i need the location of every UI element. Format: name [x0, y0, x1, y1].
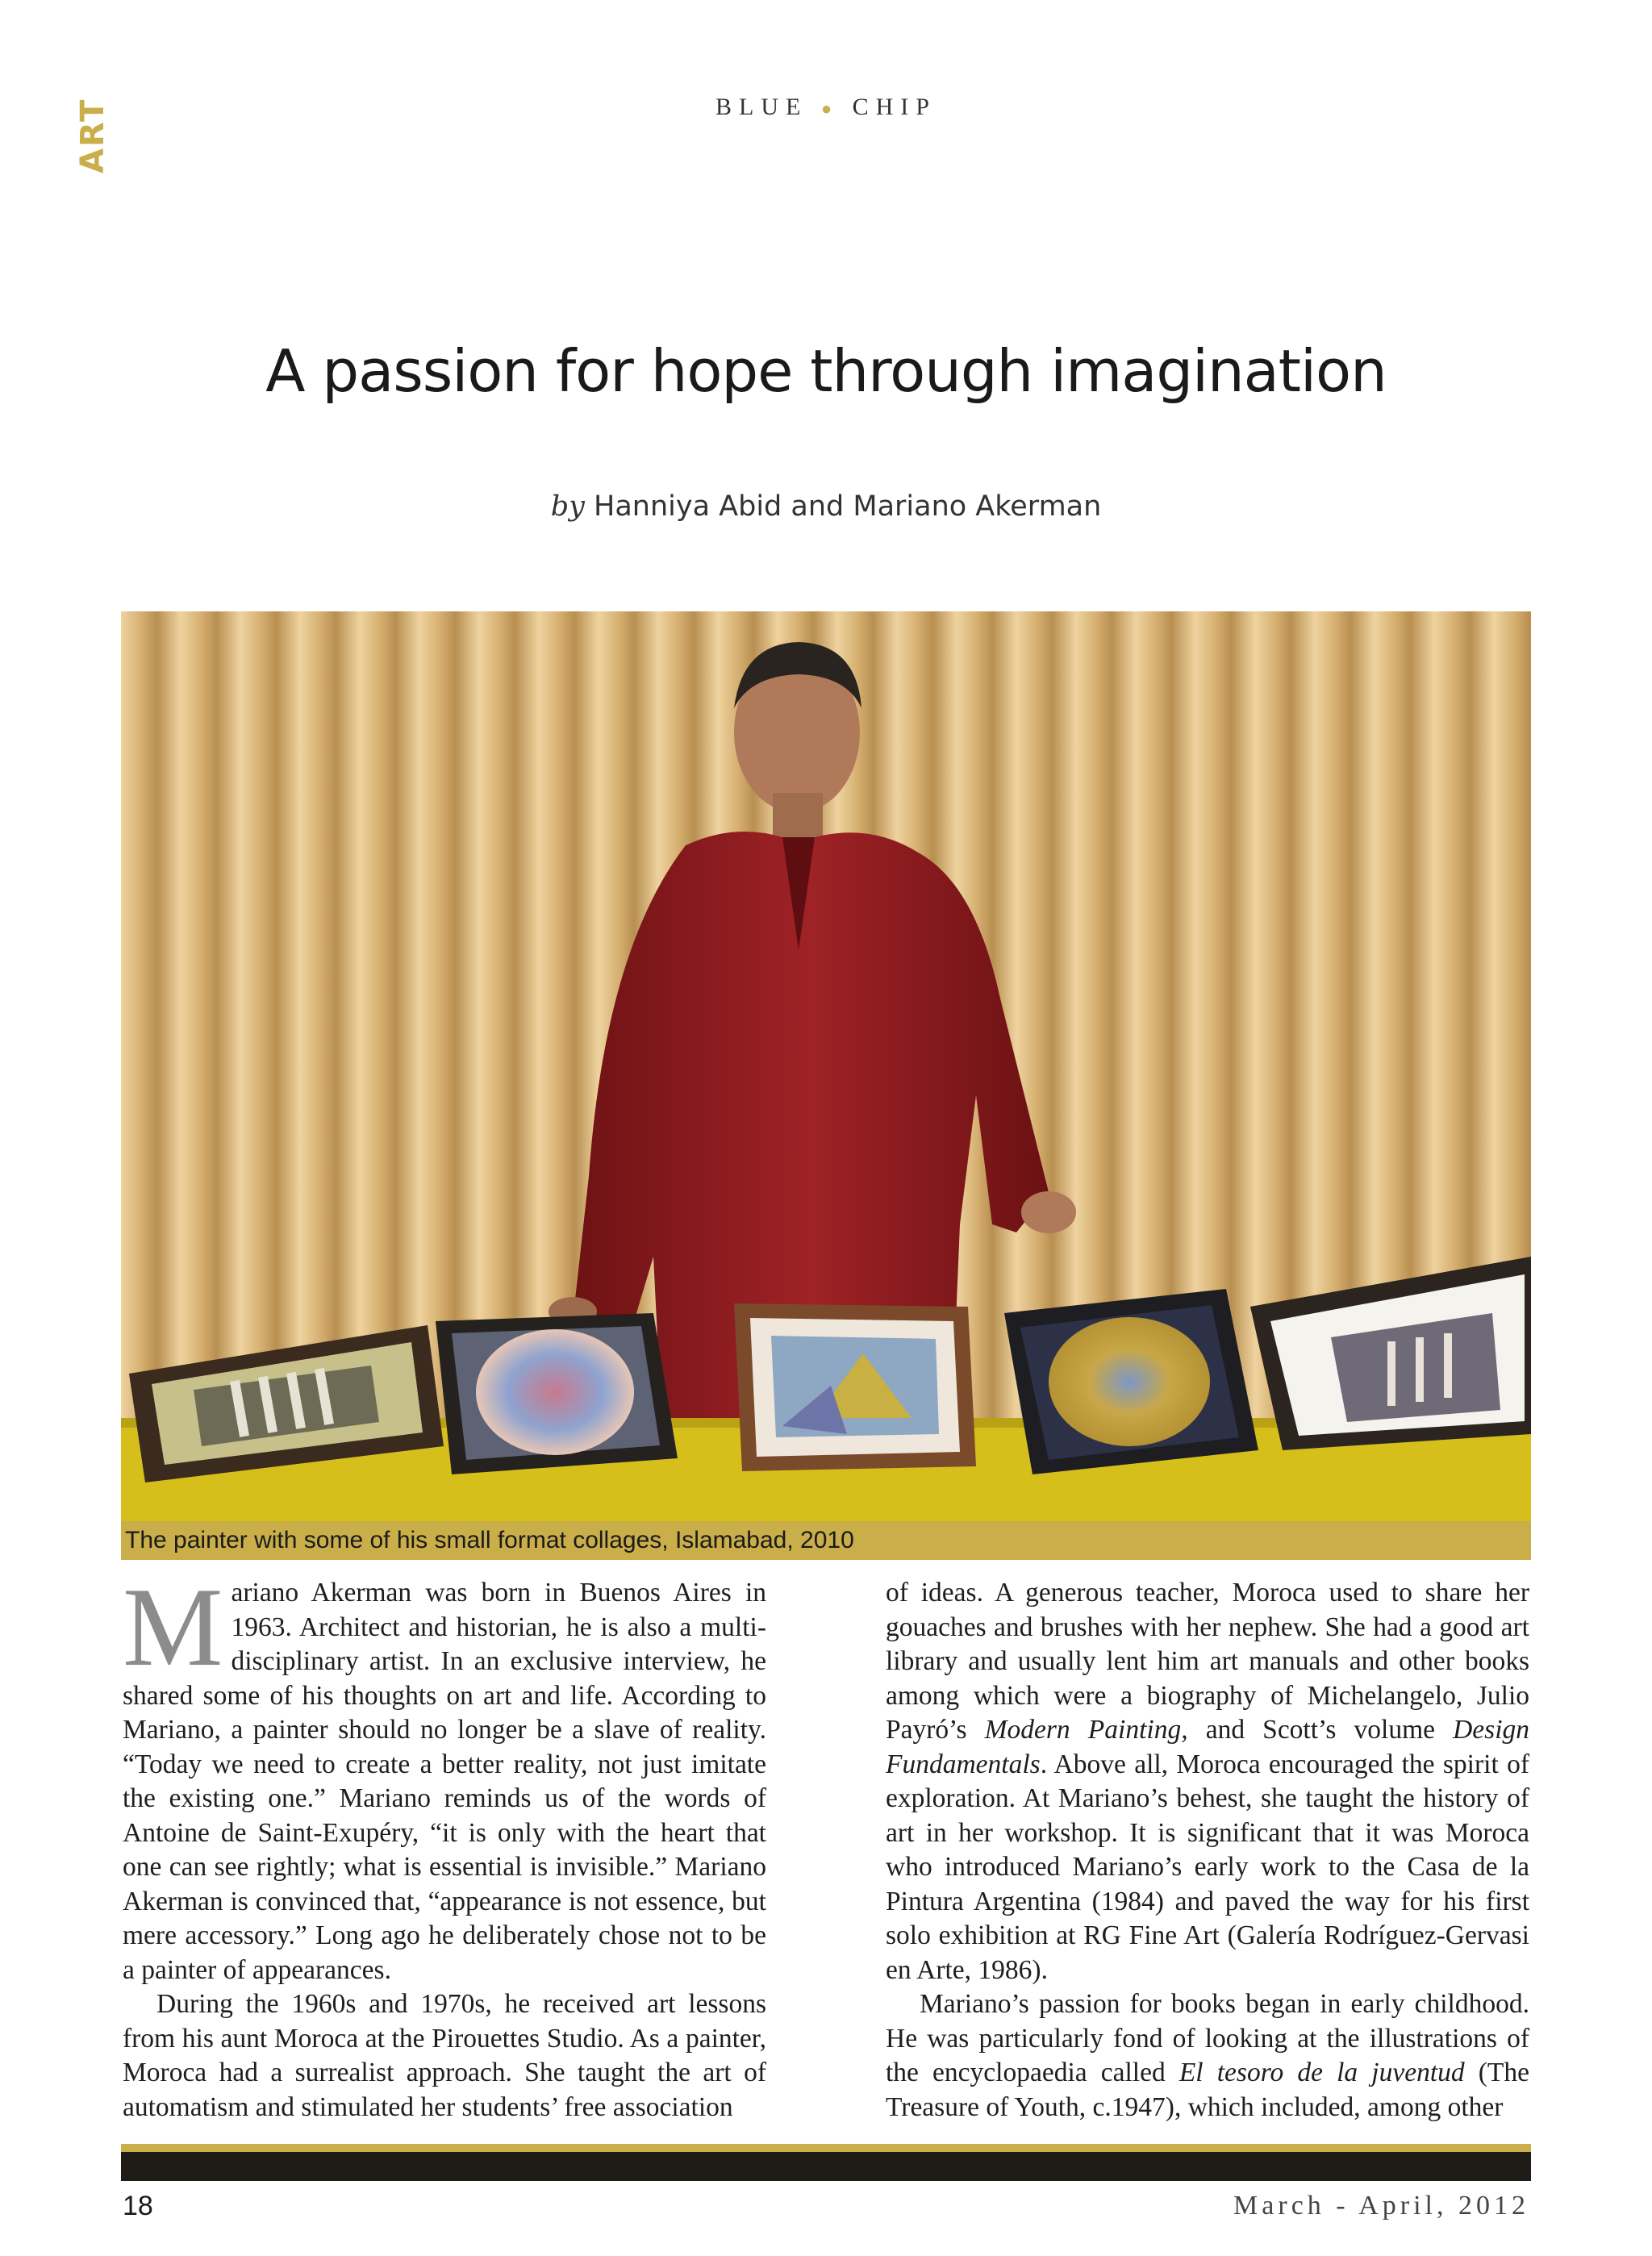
paragraph	[886, 1576, 1529, 1987]
painter-with-collages-illustration	[121, 611, 1531, 1521]
page-number: 18	[123, 2191, 153, 2221]
book-title: Design Fundamentals	[886, 1715, 1530, 1779]
section-tag: ART	[74, 98, 111, 173]
paragraph-text: . Above all, Moroca encouraged the spirit of exploration. At Mariano’s behest, she taught the history of art in her workshop. It is significant that it was Moroca who introduced Mariano’s early work to the Casa de la Pintura Argentina (1984) and paved the way for his first solo exhibition at RG Fine Art (Galería Rodríguez-Gervasi en Arte, 1986).	[886, 1749, 1529, 1985]
paragraph-text: ariano Akerman was born in Buenos Aires in 1963. Architect and historian, he is also a multi-disciplinary artist. In an exclusive interview, he shared some of his thoughts on art and life. According to Mariano, a painter should no longer be a slave of reality. “Today we need to create a better reality, not just imitate the existing one.” Mariano reminds us of the words of Antoine de Saint-Exupéry, “it is only with the heart that one can see rightly; what is essential is invisible.” Mariano Akerman is convinced that, “appearance is not essence, but mere accessory.” Long ago he deliberately chose not to be a painter of appearances.	[123, 1578, 766, 1985]
photo-caption: The painter with some of his small format collages, Islamabad, 2010	[121, 1521, 1531, 1560]
paragraph-text: Mariano’s passion for books began in early childhood. He was particularly fond of looking at the illustrations of the encyclopaedia called	[886, 1989, 1529, 2087]
byline-authors: Hanniya Abid and Mariano Akerman	[594, 490, 1102, 523]
drop-cap: M	[123, 1565, 223, 1690]
byline	[0, 490, 1652, 523]
article-photo	[121, 611, 1531, 1521]
paragraph	[886, 1987, 1529, 2125]
paragraph-text: (The Treasure of Youth, c.1947), which included, among other	[886, 2058, 1529, 2122]
masthead-right: CHIP	[852, 94, 937, 120]
masthead-dot-icon: ●	[820, 98, 840, 119]
article-column-left	[123, 1565, 766, 2125]
book-title: El tesoro de la juventud	[1179, 2058, 1465, 2087]
footer-bar	[121, 2144, 1531, 2181]
paragraph-text: of ideas. A generous teacher, Moroca used to share her gouaches and brushes with her nephew. She had a good art library and usually lent him art manuals and other books among which were a biography of Michelangelo, Julio Payró’s	[886, 1578, 1529, 1745]
book-title: Modern Painting,	[984, 1715, 1188, 1745]
article-column-right	[886, 1576, 1529, 2125]
article-title: A passion for hope through imagination	[265, 337, 1387, 405]
masthead	[0, 94, 1652, 121]
paragraph	[123, 1565, 766, 1987]
masthead-left: BLUE	[715, 94, 808, 120]
paragraph-text: and Scott’s volume	[1187, 1715, 1454, 1745]
paragraph: During the 1960s and 1970s, he received art lessons from his aunt Moroca at the Pirouettes Studio. As a painter, Moroca had a surrealist approach. She taught the art of automatism and stimulated her students’ free association	[123, 1989, 766, 2122]
issue-date: March - April, 2012	[1233, 2191, 1529, 2221]
byline-prefix: by	[550, 490, 585, 523]
